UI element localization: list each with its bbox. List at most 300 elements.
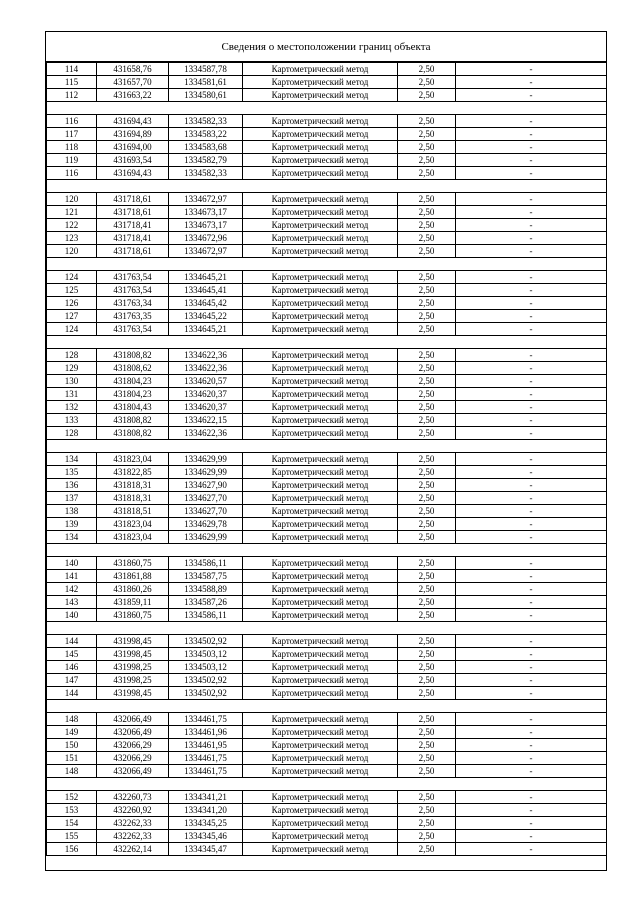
method-cell: Картометрический метод: [243, 570, 398, 583]
point-number-cell: 116: [47, 167, 97, 180]
description-cell: -: [456, 804, 607, 817]
point-number-cell: 120: [47, 193, 97, 206]
coordinate-y-cell: 1334341,20: [169, 804, 243, 817]
table-row: [47, 817, 607, 830]
point-number-cell: 121: [47, 206, 97, 219]
point-number-cell: 117: [47, 128, 97, 141]
description-cell: -: [456, 830, 607, 843]
point-number-cell: 119: [47, 154, 97, 167]
point-number-cell: 146: [47, 661, 97, 674]
coordinate-y-cell: 1334461,75: [169, 713, 243, 726]
description-cell: -: [456, 635, 607, 648]
coordinate-y-cell: 1334673,17: [169, 219, 243, 232]
accuracy-cell: 2,50: [398, 752, 456, 765]
accuracy-cell: 2,50: [398, 687, 456, 700]
accuracy-cell: 2,50: [398, 505, 456, 518]
coordinate-x-cell: 431763,54: [97, 323, 169, 336]
description-cell: -: [456, 115, 607, 128]
coordinate-x-cell: 432066,49: [97, 765, 169, 778]
group-separator: [47, 622, 607, 635]
coordinate-y-cell: 1334672,97: [169, 193, 243, 206]
coordinate-x-cell: 431808,82: [97, 349, 169, 362]
accuracy-cell: 2,50: [398, 89, 456, 102]
accuracy-cell: 2,50: [398, 375, 456, 388]
point-number-cell: 124: [47, 271, 97, 284]
point-number-cell: 140: [47, 557, 97, 570]
method-cell: Картометрический метод: [243, 752, 398, 765]
accuracy-cell: 2,50: [398, 76, 456, 89]
accuracy-cell: 2,50: [398, 193, 456, 206]
accuracy-cell: 2,50: [398, 63, 456, 76]
point-number-cell: 139: [47, 518, 97, 531]
description-cell: -: [456, 466, 607, 479]
method-cell: Картометрический метод: [243, 310, 398, 323]
method-cell: Картометрический метод: [243, 128, 398, 141]
method-cell: Картометрический метод: [243, 739, 398, 752]
description-cell: -: [456, 63, 607, 76]
table-row: [47, 518, 607, 531]
description-cell: -: [456, 388, 607, 401]
coordinate-y-cell: 1334629,99: [169, 466, 243, 479]
method-cell: Картометрический метод: [243, 154, 398, 167]
coordinate-x-cell: 432262,33: [97, 817, 169, 830]
method-cell: Картометрический метод: [243, 804, 398, 817]
coordinate-x-cell: 431860,75: [97, 609, 169, 622]
description-cell: -: [456, 843, 607, 856]
point-number-cell: 140: [47, 609, 97, 622]
method-cell: Картометрический метод: [243, 388, 398, 401]
accuracy-cell: 2,50: [398, 843, 456, 856]
method-cell: Картометрический метод: [243, 414, 398, 427]
table-row: [47, 674, 607, 687]
description-cell: -: [456, 154, 607, 167]
table-row: [47, 635, 607, 648]
boundary-points-table: [46, 62, 607, 856]
coordinate-x-cell: 431694,43: [97, 167, 169, 180]
accuracy-cell: 2,50: [398, 271, 456, 284]
accuracy-cell: 2,50: [398, 206, 456, 219]
coordinate-y-cell: 1334620,37: [169, 388, 243, 401]
point-number-cell: 129: [47, 362, 97, 375]
accuracy-cell: 2,50: [398, 817, 456, 830]
point-number-cell: 144: [47, 635, 97, 648]
coordinate-x-cell: 431818,31: [97, 479, 169, 492]
table-row: [47, 115, 607, 128]
table-row: [47, 206, 607, 219]
coordinate-x-cell: 431998,25: [97, 661, 169, 674]
coordinate-y-cell: 1334583,68: [169, 141, 243, 154]
method-cell: Картометрический метод: [243, 284, 398, 297]
point-number-cell: 151: [47, 752, 97, 765]
coordinate-y-cell: 1334645,41: [169, 284, 243, 297]
coordinate-y-cell: 1334502,92: [169, 687, 243, 700]
method-cell: Картометрический метод: [243, 115, 398, 128]
point-number-cell: 156: [47, 843, 97, 856]
accuracy-cell: 2,50: [398, 726, 456, 739]
point-number-cell: 141: [47, 570, 97, 583]
point-number-cell: 116: [47, 115, 97, 128]
method-cell: Картометрический метод: [243, 791, 398, 804]
method-cell: Картометрический метод: [243, 232, 398, 245]
coordinate-y-cell: 1334620,37: [169, 401, 243, 414]
group-separator: [47, 700, 607, 713]
table-row: [47, 505, 607, 518]
coordinate-y-cell: 1334645,42: [169, 297, 243, 310]
table-row: [47, 791, 607, 804]
method-cell: Картометрический метод: [243, 765, 398, 778]
coordinate-x-cell: 431859,11: [97, 596, 169, 609]
accuracy-cell: 2,50: [398, 531, 456, 544]
coordinate-x-cell: 431823,04: [97, 518, 169, 531]
accuracy-cell: 2,50: [398, 739, 456, 752]
accuracy-cell: 2,50: [398, 492, 456, 505]
description-cell: -: [456, 414, 607, 427]
table-row: [47, 232, 607, 245]
coordinate-x-cell: 431998,45: [97, 687, 169, 700]
table-row: [47, 154, 607, 167]
coordinate-y-cell: 1334461,95: [169, 739, 243, 752]
accuracy-cell: 2,50: [398, 557, 456, 570]
accuracy-cell: 2,50: [398, 570, 456, 583]
table-row: [47, 609, 607, 622]
coordinate-x-cell: 431860,26: [97, 583, 169, 596]
description-cell: -: [456, 401, 607, 414]
coordinate-y-cell: 1334622,36: [169, 349, 243, 362]
coordinate-x-cell: 432260,73: [97, 791, 169, 804]
table-row: [47, 388, 607, 401]
coordinate-y-cell: 1334586,11: [169, 557, 243, 570]
accuracy-cell: 2,50: [398, 596, 456, 609]
table-row: [47, 492, 607, 505]
table-row: [47, 63, 607, 76]
table-row: [47, 557, 607, 570]
method-cell: Картометрический метод: [243, 271, 398, 284]
accuracy-cell: 2,50: [398, 830, 456, 843]
coordinate-x-cell: 431861,88: [97, 570, 169, 583]
method-cell: Картометрический метод: [243, 843, 398, 856]
method-cell: Картометрический метод: [243, 726, 398, 739]
coordinate-y-cell: 1334629,99: [169, 453, 243, 466]
accuracy-cell: 2,50: [398, 635, 456, 648]
description-cell: -: [456, 739, 607, 752]
group-separator: [47, 778, 607, 791]
table-row: [47, 466, 607, 479]
method-cell: Картометрический метод: [243, 219, 398, 232]
point-number-cell: 155: [47, 830, 97, 843]
description-cell: -: [456, 791, 607, 804]
group-separator: [47, 336, 607, 349]
coordinate-y-cell: 1334627,70: [169, 505, 243, 518]
table-row: [47, 297, 607, 310]
accuracy-cell: 2,50: [398, 661, 456, 674]
coordinate-x-cell: 431763,54: [97, 271, 169, 284]
accuracy-cell: 2,50: [398, 154, 456, 167]
point-number-cell: 131: [47, 388, 97, 401]
accuracy-cell: 2,50: [398, 427, 456, 440]
coordinate-y-cell: 1334629,78: [169, 518, 243, 531]
table-row: [47, 661, 607, 674]
table-row: [47, 765, 607, 778]
coordinate-y-cell: 1334622,15: [169, 414, 243, 427]
point-number-cell: 125: [47, 284, 97, 297]
method-cell: Картометрический метод: [243, 349, 398, 362]
point-number-cell: 136: [47, 479, 97, 492]
point-number-cell: 133: [47, 414, 97, 427]
description-cell: -: [456, 362, 607, 375]
table-row: [47, 245, 607, 258]
coordinate-x-cell: 431663,22: [97, 89, 169, 102]
point-number-cell: 145: [47, 648, 97, 661]
accuracy-cell: 2,50: [398, 583, 456, 596]
description-cell: -: [456, 297, 607, 310]
description-cell: -: [456, 453, 607, 466]
accuracy-cell: 2,50: [398, 323, 456, 336]
description-cell: -: [456, 427, 607, 440]
point-number-cell: 115: [47, 76, 97, 89]
point-number-cell: 123: [47, 232, 97, 245]
coordinate-x-cell: 431763,34: [97, 297, 169, 310]
coordinate-y-cell: 1334587,75: [169, 570, 243, 583]
method-cell: Картометрический метод: [243, 206, 398, 219]
point-number-cell: 149: [47, 726, 97, 739]
point-number-cell: 134: [47, 453, 97, 466]
coordinate-x-cell: 431998,25: [97, 674, 169, 687]
coordinate-y-cell: 1334627,90: [169, 479, 243, 492]
description-cell: -: [456, 479, 607, 492]
table-row: [47, 375, 607, 388]
coordinate-x-cell: 432262,33: [97, 830, 169, 843]
accuracy-cell: 2,50: [398, 791, 456, 804]
description-cell: -: [456, 687, 607, 700]
method-cell: Картометрический метод: [243, 167, 398, 180]
table-row: [47, 76, 607, 89]
accuracy-cell: 2,50: [398, 128, 456, 141]
method-cell: Картометрический метод: [243, 362, 398, 375]
point-number-cell: 148: [47, 765, 97, 778]
accuracy-cell: 2,50: [398, 674, 456, 687]
accuracy-cell: 2,50: [398, 479, 456, 492]
method-cell: Картометрический метод: [243, 583, 398, 596]
accuracy-cell: 2,50: [398, 713, 456, 726]
description-cell: -: [456, 661, 607, 674]
table-row: [47, 310, 607, 323]
coordinate-y-cell: 1334582,79: [169, 154, 243, 167]
point-number-cell: 144: [47, 687, 97, 700]
coordinate-x-cell: 431823,04: [97, 531, 169, 544]
method-cell: Картометрический метод: [243, 830, 398, 843]
point-number-cell: 154: [47, 817, 97, 830]
accuracy-cell: 2,50: [398, 453, 456, 466]
accuracy-cell: 2,50: [398, 232, 456, 245]
table-row: [47, 271, 607, 284]
description-cell: -: [456, 752, 607, 765]
description-cell: -: [456, 89, 607, 102]
table-row: [47, 193, 607, 206]
coordinate-x-cell: 431694,89: [97, 128, 169, 141]
coordinate-y-cell: 1334341,21: [169, 791, 243, 804]
coordinate-y-cell: 1334587,78: [169, 63, 243, 76]
method-cell: Картометрический метод: [243, 323, 398, 336]
accuracy-cell: 2,50: [398, 765, 456, 778]
coordinate-x-cell: 431998,45: [97, 648, 169, 661]
table-row: [47, 427, 607, 440]
description-cell: -: [456, 518, 607, 531]
coordinate-y-cell: 1334645,21: [169, 323, 243, 336]
coordinate-y-cell: 1334586,11: [169, 609, 243, 622]
coordinate-x-cell: 431718,41: [97, 219, 169, 232]
coordinate-y-cell: 1334503,12: [169, 661, 243, 674]
table-row: [47, 362, 607, 375]
description-cell: -: [456, 167, 607, 180]
table-row: [47, 713, 607, 726]
coordinate-x-cell: 431804,43: [97, 401, 169, 414]
method-cell: Картометрический метод: [243, 453, 398, 466]
coordinate-x-cell: 432262,14: [97, 843, 169, 856]
coordinate-x-cell: 431818,51: [97, 505, 169, 518]
accuracy-cell: 2,50: [398, 284, 456, 297]
description-cell: -: [456, 271, 607, 284]
table-row: [47, 687, 607, 700]
accuracy-cell: 2,50: [398, 388, 456, 401]
coordinate-y-cell: 1334627,70: [169, 492, 243, 505]
coordinate-y-cell: 1334502,92: [169, 635, 243, 648]
point-number-cell: 148: [47, 713, 97, 726]
accuracy-cell: 2,50: [398, 362, 456, 375]
point-number-cell: 128: [47, 427, 97, 440]
method-cell: Картометрический метод: [243, 76, 398, 89]
description-cell: -: [456, 648, 607, 661]
point-number-cell: 153: [47, 804, 97, 817]
group-separator: [47, 440, 607, 453]
method-cell: Картометрический метод: [243, 89, 398, 102]
group-separator: [47, 544, 607, 557]
method-cell: Картометрический метод: [243, 635, 398, 648]
group-separator: [47, 180, 607, 193]
document-frame: [45, 31, 607, 871]
coordinate-y-cell: 1334673,17: [169, 206, 243, 219]
description-cell: -: [456, 726, 607, 739]
point-number-cell: 134: [47, 531, 97, 544]
method-cell: Картометрический метод: [243, 466, 398, 479]
point-number-cell: 124: [47, 323, 97, 336]
accuracy-cell: 2,50: [398, 414, 456, 427]
method-cell: Картометрический метод: [243, 817, 398, 830]
table-row: [47, 596, 607, 609]
point-number-cell: 128: [47, 349, 97, 362]
coordinate-x-cell: 431763,54: [97, 284, 169, 297]
coordinate-y-cell: 1334672,96: [169, 232, 243, 245]
table-row: [47, 804, 607, 817]
table-row: [47, 739, 607, 752]
point-number-cell: 137: [47, 492, 97, 505]
coordinate-x-cell: 431818,31: [97, 492, 169, 505]
coordinate-x-cell: 431657,70: [97, 76, 169, 89]
point-number-cell: 122: [47, 219, 97, 232]
description-cell: -: [456, 219, 607, 232]
description-cell: -: [456, 492, 607, 505]
point-number-cell: 120: [47, 245, 97, 258]
description-cell: -: [456, 193, 607, 206]
accuracy-cell: 2,50: [398, 466, 456, 479]
description-cell: -: [456, 557, 607, 570]
description-cell: -: [456, 531, 607, 544]
coordinate-y-cell: 1334503,12: [169, 648, 243, 661]
description-cell: -: [456, 128, 607, 141]
table-row: [47, 284, 607, 297]
coordinate-y-cell: 1334583,22: [169, 128, 243, 141]
point-number-cell: 118: [47, 141, 97, 154]
coordinate-y-cell: 1334672,97: [169, 245, 243, 258]
accuracy-cell: 2,50: [398, 349, 456, 362]
method-cell: Картометрический метод: [243, 661, 398, 674]
method-cell: Картометрический метод: [243, 375, 398, 388]
description-cell: -: [456, 765, 607, 778]
point-number-cell: 147: [47, 674, 97, 687]
method-cell: Картометрический метод: [243, 193, 398, 206]
coordinate-y-cell: 1334345,47: [169, 843, 243, 856]
coordinate-y-cell: 1334620,57: [169, 375, 243, 388]
description-cell: -: [456, 375, 607, 388]
coordinate-x-cell: 431823,04: [97, 453, 169, 466]
coordinate-y-cell: 1334581,61: [169, 76, 243, 89]
method-cell: Картометрический метод: [243, 674, 398, 687]
table-row: [47, 479, 607, 492]
coordinate-y-cell: 1334345,46: [169, 830, 243, 843]
description-cell: -: [456, 245, 607, 258]
table-row: [47, 167, 607, 180]
description-cell: -: [456, 349, 607, 362]
coordinate-y-cell: 1334461,96: [169, 726, 243, 739]
coordinate-x-cell: 431808,82: [97, 427, 169, 440]
description-cell: -: [456, 570, 607, 583]
description-cell: -: [456, 323, 607, 336]
coordinate-x-cell: 431804,23: [97, 375, 169, 388]
method-cell: Картометрический метод: [243, 492, 398, 505]
coordinate-y-cell: 1334629,99: [169, 531, 243, 544]
description-cell: -: [456, 141, 607, 154]
coordinate-x-cell: 431804,23: [97, 388, 169, 401]
description-cell: -: [456, 206, 607, 219]
coordinate-x-cell: 432066,29: [97, 752, 169, 765]
accuracy-cell: 2,50: [398, 648, 456, 661]
table-row: [47, 583, 607, 596]
coordinate-x-cell: 431694,43: [97, 115, 169, 128]
accuracy-cell: 2,50: [398, 518, 456, 531]
point-number-cell: 152: [47, 791, 97, 804]
method-cell: Картометрический метод: [243, 297, 398, 310]
method-cell: Картометрический метод: [243, 63, 398, 76]
point-number-cell: 112: [47, 89, 97, 102]
coordinate-y-cell: 1334645,21: [169, 271, 243, 284]
description-cell: -: [456, 505, 607, 518]
page-title: Сведения о местоположении границ объекта: [46, 32, 606, 62]
point-number-cell: 132: [47, 401, 97, 414]
coordinate-x-cell: 432066,29: [97, 739, 169, 752]
accuracy-cell: 2,50: [398, 401, 456, 414]
method-cell: Картометрический метод: [243, 687, 398, 700]
coordinate-y-cell: 1334582,33: [169, 167, 243, 180]
accuracy-cell: 2,50: [398, 167, 456, 180]
coordinate-y-cell: 1334580,61: [169, 89, 243, 102]
coordinate-x-cell: 431718,61: [97, 245, 169, 258]
group-separator: [47, 102, 607, 115]
point-number-cell: 126: [47, 297, 97, 310]
point-number-cell: 114: [47, 63, 97, 76]
accuracy-cell: 2,50: [398, 115, 456, 128]
coordinate-y-cell: 1334587,26: [169, 596, 243, 609]
method-cell: Картометрический метод: [243, 609, 398, 622]
method-cell: Картометрический метод: [243, 505, 398, 518]
